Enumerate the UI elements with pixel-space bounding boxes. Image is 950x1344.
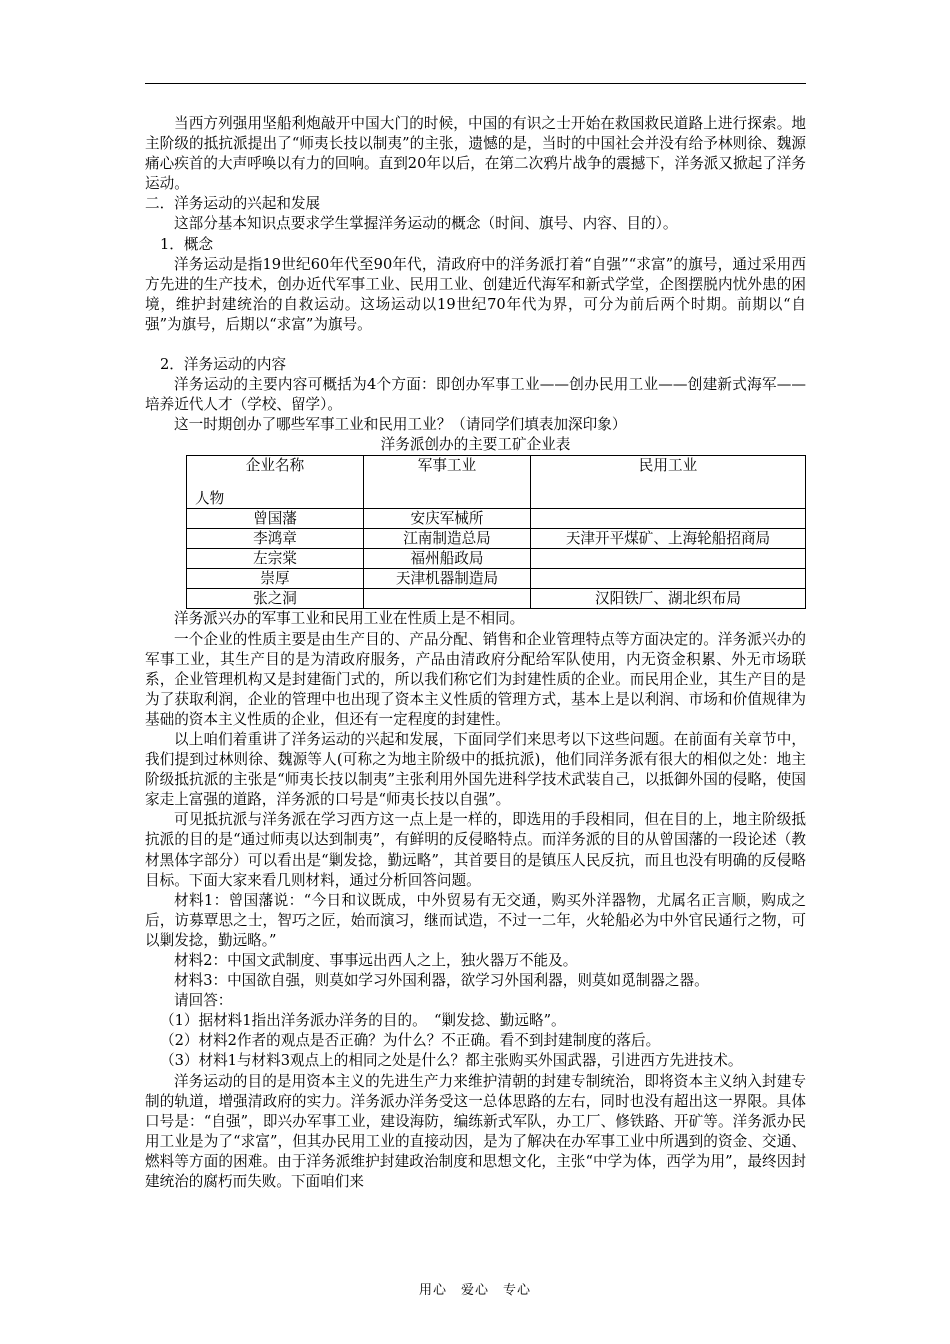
subsection-2-title: 2．洋务运动的内容 (160, 356, 287, 374)
nature-statement: 洋务派兴办的军事工业和民用工业在性质上是不相同。 (174, 610, 525, 628)
cell-civil (531, 569, 806, 589)
table-header-diagonal-cell (187, 456, 364, 509)
page-footer: 用心 爱心 专心 (418, 1283, 531, 1298)
header-enterprise-name: 企业名称 (245, 457, 305, 475)
cell-civil: 汉阳铁厂、湖北织布局 (531, 589, 806, 609)
final-paragraph: 洋务运动的目的是用资本主义的先进生产力来维护清朝的封建专制统治，即将资本主义纳入封建专制的轨道，增强清政府的实力。洋务派办洋务受这一总体思路的左右，同时也没有超出这一界限。具体口号是：“自强”，即兴办军事工业，建设海防，编练新式军队，办工厂、修铁路、开矿等。洋务派办民用工业是为了“求富”，但其办民用工业的直接动因，是为了解决在办军事工业中所遇到的资金、交通、燃料等方面的困难。由于洋务派维护封建政治制度和思想文化，主张“中学为体，西学为用”，最终因封建统治的腐朽而失败。下面咱们来 (145, 1072, 806, 1191)
spacer (145, 335, 806, 355)
cell-military: 江南制造总局 (364, 529, 531, 549)
question-2: （2）材料2作者的观点是否正确？为什么？不正确。看不到封建制度的落后。 (160, 1032, 661, 1050)
table-row (187, 509, 806, 529)
enterprise-table (186, 455, 806, 609)
material-1: 材料1：曾国藩说：“今日和议既成，中外贸易有无交通，购买外洋器物，尤属名正言顺，购成之后，访募覃思之士，智巧之匠，始而演习，继而试造，不过一二年，火轮船必为中外官民通行之物，可以剿发捻，勤远略。” (145, 891, 806, 949)
table-title: 洋务派创办的主要工矿企业表 (380, 436, 571, 454)
document-body (145, 114, 806, 1192)
table-row (187, 569, 806, 589)
table-row (187, 549, 806, 569)
compare-paragraph: 可见抵抗派与洋务派在学习西方这一点上是一样的，即选用的手段相同，但在目的上，地主阶级抵抗派的目的是“通过师夷以达到制夷”，有鲜明的反侵略特点。而洋务派的目的从曾国藩的一段论述（教材黑体字部分）可以看出是“剿发捻，勤远略”，其首要目的是镇压人民反抗，而且也没有明确的反侵略目标。下面大家来看几则材料，通过分析回答问题。 (145, 811, 806, 889)
header-civil: 民用工业 (531, 456, 806, 509)
cell-military: 安庆军械所 (364, 509, 531, 529)
cell-military: 福州船政局 (364, 549, 531, 569)
review-paragraph: 以上咱们着重讲了洋务运动的兴起和发展，下面同学们来思考以下这些问题。在前面有关章节中，我们提到过林则徐、魏源等人(可称之为地主阶级中的抵抗派)，他们同洋务派有很大的相似之处：地主阶级抵抗派的主张是“师夷长技以制夷”主张利用外国先进科学技术武装自己，以抵御外国的侵略，使国家走上富强的道路，洋务派的口号是“师夷长技以自强”。 (145, 730, 806, 809)
table-header-row (187, 456, 806, 509)
intro-paragraph: 当西方列强用坚船利炮敲开中国大门的时候，中国的有识之士开始在救国救民道路上进行探索。地主阶级的抵抗派提出了“师夷长技以制夷”的主张，遗憾的是，当时的中国社会并没有给予林则徐、魏源痛心疾首的大声呼唤以有力的回响。直到20年以后，在第二次鸦片战争的震撼下，洋务派又掀起了洋务运动。 (145, 115, 806, 193)
question-3: （3）材料1与材料3观点上的相同之处是什么？都主张购买外国武器，引进西方先进技术。 (160, 1052, 743, 1070)
cell-military: 天津机器制造局 (364, 569, 531, 589)
concept-paragraph: 洋务运动是指19世纪60年代至90年代，清政府中的洋务派打着“自强”“求富”的旗号，通过采用西方先进的生产技术，创办近代军事工业、民用工业、创建近代海军和新式学堂，企图摆脱内忧外患的困境，维护封建统治的自救运动。这场运动以19世纪70年代为界，可分为前后两个时期。前期以“自强”为旗号，后期以“求富”为旗号。 (145, 255, 806, 333)
material-3: 材料3：中国欲自强，则莫如学习外国利器，欲学习外国利器，则莫如觅制器之器。 (174, 972, 709, 990)
cell-civil (531, 509, 806, 529)
cell-civil (531, 549, 806, 569)
cell-person: 曾国藩 (187, 509, 364, 529)
header-person: 人物 (195, 490, 225, 508)
question-1: （1）据材料1指出洋务派办洋务的目的。 “剿发捻、勤远略”。 (160, 1012, 566, 1030)
table-question: 这一时期创办了哪些军事工业和民用工业？（请同学们填表加深印象） (174, 416, 627, 434)
section-2-requirement: 这部分基本知识点要求学生掌握洋务运动的概念（时间、旗号、内容、目的）。 (174, 215, 678, 233)
cell-person: 李鸿章 (187, 529, 364, 549)
cell-military (364, 589, 531, 609)
header-rule (145, 83, 806, 84)
section-2-title: 二．洋务运动的兴起和发展 (145, 195, 321, 213)
subsection-1-title: 1．概念 (160, 235, 214, 253)
cell-person: 崇厚 (187, 569, 364, 589)
table-row (187, 529, 806, 549)
nature-paragraph: 一个企业的性质主要是由生产目的、产品分配、销售和企业管理特点等方面决定的。洋务派兴办的军事工业，其生产目的是为清政府服务，产品由清政府分配给军队使用，内无资金积累、外无市场联系，企业管理机构又是封建衙门式的，所以我们称它们为封建性质的企业。而民用企业，其生产目的是为了获取利润，企业的管理中也出现了资本主义性质的管理方式，基本上是以利润、市场和价值规律为基础的资本主义性质的企业，但还有一定程度的封建性。 (145, 630, 806, 728)
material-2: 材料2：中国文武制度、事事远出西人之上，独火器万不能及。 (174, 952, 578, 969)
cell-civil: 天津开平煤矿、上海轮船招商局 (531, 529, 806, 549)
content-paragraph: 洋务运动的主要内容可概括为4个方面：即创办军事工业——创办民用工业——创建新式海军——培养近代人才（学校、留学）。 (145, 376, 806, 414)
header-military: 军事工业 (364, 456, 531, 509)
answer-prompt: 请回答： (174, 992, 233, 1010)
cell-person: 左宗棠 (187, 549, 364, 569)
table-row (187, 589, 806, 609)
cell-person: 张之洞 (187, 589, 364, 609)
